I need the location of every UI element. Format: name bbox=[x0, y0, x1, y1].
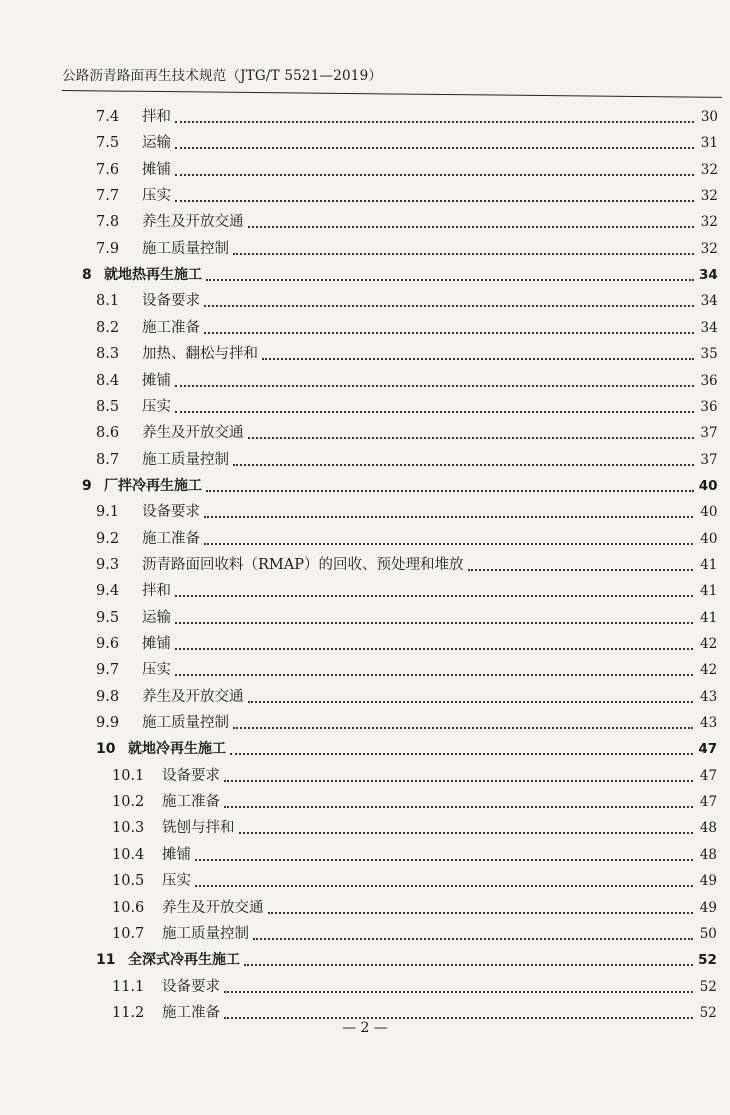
toc-title: 施工质量控制 bbox=[162, 925, 249, 942]
toc-leader-dots bbox=[224, 772, 693, 782]
toc-page-number: 36 bbox=[700, 372, 718, 389]
toc-page-number: 50 bbox=[699, 925, 717, 942]
toc-leader-dots bbox=[204, 324, 694, 334]
toc-section-row[interactable] bbox=[96, 317, 718, 339]
toc-page-number: 41 bbox=[700, 583, 718, 600]
toc-section-row[interactable] bbox=[96, 501, 717, 523]
toc-section-row[interactable] bbox=[112, 923, 717, 945]
toc-page-number: 41 bbox=[700, 556, 718, 573]
toc-title: 压实 bbox=[162, 873, 191, 890]
toc-chapter-row[interactable] bbox=[96, 738, 717, 760]
toc-number: 10.1 bbox=[112, 767, 145, 784]
toc-leader-dots bbox=[224, 1009, 693, 1019]
toc-section-row[interactable] bbox=[96, 159, 718, 181]
toc-leader-dots bbox=[253, 930, 693, 940]
toc-number: 7.9 bbox=[96, 240, 120, 257]
toc-page-number: 34 bbox=[699, 267, 718, 284]
toc-number: 10.7 bbox=[112, 925, 145, 942]
toc-title: 施工准备 bbox=[142, 530, 200, 547]
toc-number: 8.3 bbox=[96, 346, 120, 363]
toc-page-number: 42 bbox=[700, 636, 718, 652]
toc-title: 施工质量控制 bbox=[142, 240, 229, 257]
toc-title: 设备要求 bbox=[162, 978, 220, 995]
toc-section-row[interactable] bbox=[96, 185, 718, 207]
toc-number: 7.8 bbox=[96, 214, 120, 231]
toc-number: 10.6 bbox=[112, 899, 145, 916]
toc-leader-dots bbox=[204, 508, 693, 518]
toc-page-number: 41 bbox=[700, 609, 718, 626]
toc-page-number: 40 bbox=[698, 477, 718, 494]
toc-page-number: 32 bbox=[700, 240, 718, 257]
toc-number: 8.5 bbox=[96, 398, 120, 415]
toc-page-number: 32 bbox=[700, 188, 718, 205]
toc-section-row[interactable] bbox=[96, 686, 717, 708]
toc-section-row[interactable] bbox=[96, 528, 717, 550]
toc-leader-dots bbox=[204, 535, 693, 545]
toc-title: 压实 bbox=[142, 662, 171, 679]
toc-page-number: 36 bbox=[700, 398, 718, 415]
toc-title: 摊铺 bbox=[142, 372, 171, 389]
toc-leader-dots bbox=[248, 218, 694, 228]
toc-section-row[interactable] bbox=[96, 370, 718, 392]
toc-page-number: 52 bbox=[699, 978, 717, 995]
toc-number: 8.7 bbox=[96, 451, 120, 468]
toc-title: 设备要求 bbox=[142, 293, 200, 310]
toc-section-row[interactable] bbox=[96, 554, 717, 576]
toc-leader-dots bbox=[230, 745, 693, 755]
toc-page-number: 48 bbox=[699, 820, 718, 837]
toc-page-number: 47 bbox=[699, 767, 718, 784]
toc-number: 9.9 bbox=[96, 715, 120, 732]
toc-page-number: 30 bbox=[700, 109, 718, 125]
toc-number: 11.2 bbox=[112, 1004, 145, 1021]
toc-number: 9.4 bbox=[96, 583, 120, 600]
page-number: — 2 — bbox=[342, 1020, 388, 1036]
toc-title: 养生及开放交通 bbox=[142, 425, 244, 442]
toc-section-row[interactable] bbox=[112, 976, 717, 998]
toc-title: 铣刨与拌和 bbox=[162, 820, 235, 837]
toc-leader-dots bbox=[175, 113, 694, 123]
toc-title: 养生及开放交通 bbox=[142, 214, 244, 231]
toc-title: 施工准备 bbox=[142, 319, 200, 336]
toc-chapter-row[interactable] bbox=[82, 264, 718, 286]
toc-number: 10.2 bbox=[112, 794, 145, 811]
toc-section-row[interactable] bbox=[96, 633, 717, 655]
toc-chapter-row[interactable] bbox=[82, 475, 718, 497]
toc-title: 压实 bbox=[142, 188, 171, 205]
toc-title: 养生及开放交通 bbox=[162, 899, 264, 916]
toc-leader-dots bbox=[195, 851, 693, 861]
toc-section-row[interactable] bbox=[96, 422, 718, 444]
toc-leader-dots bbox=[206, 482, 694, 492]
toc-number: 7.6 bbox=[96, 161, 120, 178]
toc-leader-dots bbox=[175, 166, 694, 176]
toc-title: 施工质量控制 bbox=[142, 715, 229, 732]
toc-section-row[interactable] bbox=[96, 211, 718, 233]
toc-leader-dots bbox=[248, 693, 694, 703]
toc-title: 厂拌冷再生施工 bbox=[104, 477, 202, 494]
toc-page-number: 42 bbox=[700, 662, 718, 679]
toc-number: 8.6 bbox=[96, 425, 120, 442]
toc-leader-dots bbox=[175, 192, 694, 202]
toc-section-row[interactable] bbox=[112, 765, 717, 787]
toc-page-number: 34 bbox=[700, 319, 718, 336]
toc-page-number: 34 bbox=[700, 293, 718, 310]
toc-page-number: 37 bbox=[700, 451, 718, 468]
toc-title: 全深式冷再生施工 bbox=[128, 952, 240, 969]
toc-leader-dots bbox=[233, 719, 693, 729]
toc-leader-dots bbox=[233, 245, 694, 255]
toc-section-row[interactable] bbox=[96, 132, 718, 154]
toc-leader-dots bbox=[175, 614, 693, 624]
toc-number: 9.8 bbox=[96, 688, 120, 705]
toc-number: 7.7 bbox=[96, 188, 120, 205]
toc-leader-dots bbox=[175, 139, 694, 149]
toc-title: 施工准备 bbox=[162, 794, 220, 811]
toc-title: 就地冷再生施工 bbox=[128, 741, 226, 758]
toc-section-row[interactable] bbox=[96, 607, 717, 629]
toc-leader-dots bbox=[224, 983, 693, 993]
toc-number: 9.2 bbox=[96, 530, 120, 547]
toc-title: 摊铺 bbox=[162, 846, 191, 863]
toc-title: 摊铺 bbox=[142, 636, 171, 652]
toc-number: 9.7 bbox=[96, 662, 120, 679]
toc-number: 7.5 bbox=[96, 135, 120, 152]
toc-section-row[interactable] bbox=[96, 343, 718, 365]
toc-page-number: 49 bbox=[699, 873, 717, 890]
toc-leader-dots bbox=[248, 429, 694, 439]
toc-page-number: 52 bbox=[698, 952, 717, 969]
toc-title: 压实 bbox=[142, 398, 171, 415]
toc-page-number: 40 bbox=[700, 504, 718, 521]
toc-title: 摊铺 bbox=[142, 161, 171, 178]
toc-page-number: 47 bbox=[698, 741, 718, 758]
toc-page-number: 49 bbox=[699, 899, 717, 916]
toc-leader-dots bbox=[175, 377, 694, 387]
toc-leader-dots bbox=[268, 904, 693, 914]
toc-title: 拌和 bbox=[142, 109, 171, 125]
toc-page-number: 35 bbox=[700, 346, 718, 363]
toc-page-number: 43 bbox=[700, 715, 718, 732]
toc-leader-dots bbox=[204, 297, 694, 307]
toc-section-row[interactable] bbox=[112, 817, 717, 839]
toc-section-row[interactable] bbox=[96, 659, 717, 681]
toc-number: 9.1 bbox=[96, 504, 120, 521]
toc-number: 8 bbox=[82, 267, 92, 284]
toc-number: 9 bbox=[82, 477, 92, 494]
toc-number: 11.1 bbox=[112, 978, 145, 995]
toc-page-number: 31 bbox=[700, 135, 718, 152]
toc-section-row[interactable] bbox=[112, 791, 717, 813]
toc-title: 加热、翻松与拌和 bbox=[142, 346, 258, 363]
toc-page-number: 52 bbox=[699, 1004, 717, 1021]
toc-leader-dots bbox=[175, 587, 693, 597]
toc-leader-dots bbox=[206, 271, 694, 281]
toc-page-number: 37 bbox=[700, 425, 718, 442]
toc-title: 运输 bbox=[142, 609, 171, 626]
toc-leader-dots bbox=[175, 403, 694, 413]
toc-section-row[interactable] bbox=[112, 897, 717, 919]
toc-leader-dots bbox=[468, 561, 694, 571]
toc-page-number: 47 bbox=[699, 794, 718, 811]
toc-leader-dots bbox=[175, 640, 693, 650]
toc-title: 设备要求 bbox=[142, 504, 200, 521]
toc-leader-dots bbox=[233, 456, 694, 466]
toc-title: 就地热再生施工 bbox=[104, 267, 202, 284]
toc-title: 运输 bbox=[142, 135, 171, 152]
toc-number: 8.4 bbox=[96, 372, 120, 389]
toc-page-number: 32 bbox=[700, 161, 718, 178]
toc-section-row[interactable] bbox=[112, 870, 717, 892]
toc-page-number: 32 bbox=[700, 214, 718, 231]
toc-number: 8.1 bbox=[96, 293, 120, 310]
toc-section-row[interactable] bbox=[96, 290, 718, 312]
toc-chapter-row[interactable] bbox=[96, 949, 717, 971]
toc-number: 10.5 bbox=[112, 873, 145, 890]
toc-number: 11 bbox=[96, 952, 116, 969]
toc-number: 8.2 bbox=[96, 319, 120, 336]
toc-number: 10.3 bbox=[112, 820, 145, 837]
toc-number: 9.5 bbox=[96, 609, 120, 626]
toc-section-row[interactable] bbox=[96, 396, 718, 418]
toc-leader-dots bbox=[195, 877, 693, 887]
toc-leader-dots bbox=[175, 666, 693, 676]
toc-title: 养生及开放交通 bbox=[142, 688, 244, 705]
toc-leader-dots bbox=[244, 956, 693, 966]
toc-title: 设备要求 bbox=[162, 767, 220, 784]
toc-section-row[interactable] bbox=[112, 844, 717, 866]
toc-section-row[interactable] bbox=[96, 449, 718, 471]
running-header: 公路沥青路面再生技术规范（JTG/T 5521—2019） bbox=[62, 68, 383, 84]
toc-section-row[interactable] bbox=[96, 580, 717, 602]
toc-section-row[interactable] bbox=[96, 712, 717, 734]
toc-number: 10.4 bbox=[112, 846, 145, 863]
toc-number: 9.6 bbox=[96, 636, 120, 652]
toc-section-row[interactable] bbox=[96, 106, 718, 128]
toc-page-number: 43 bbox=[700, 688, 718, 705]
toc-number: 7.4 bbox=[96, 109, 120, 125]
toc-number: 10 bbox=[96, 741, 116, 758]
toc-section-row[interactable] bbox=[96, 238, 718, 260]
toc-title: 施工质量控制 bbox=[142, 451, 229, 468]
toc-title: 施工准备 bbox=[162, 1004, 220, 1021]
toc-page-number: 40 bbox=[700, 530, 718, 547]
toc-title: 沥青路面回收料（RMAP）的回收、预处理和堆放 bbox=[142, 556, 464, 573]
toc-number: 9.3 bbox=[96, 556, 120, 573]
toc-leader-dots bbox=[239, 824, 694, 834]
header-rule bbox=[62, 90, 722, 98]
toc-leader-dots bbox=[262, 350, 694, 360]
toc-leader-dots bbox=[224, 798, 693, 808]
toc-title: 拌和 bbox=[142, 583, 171, 600]
toc-page-number: 48 bbox=[699, 846, 717, 863]
